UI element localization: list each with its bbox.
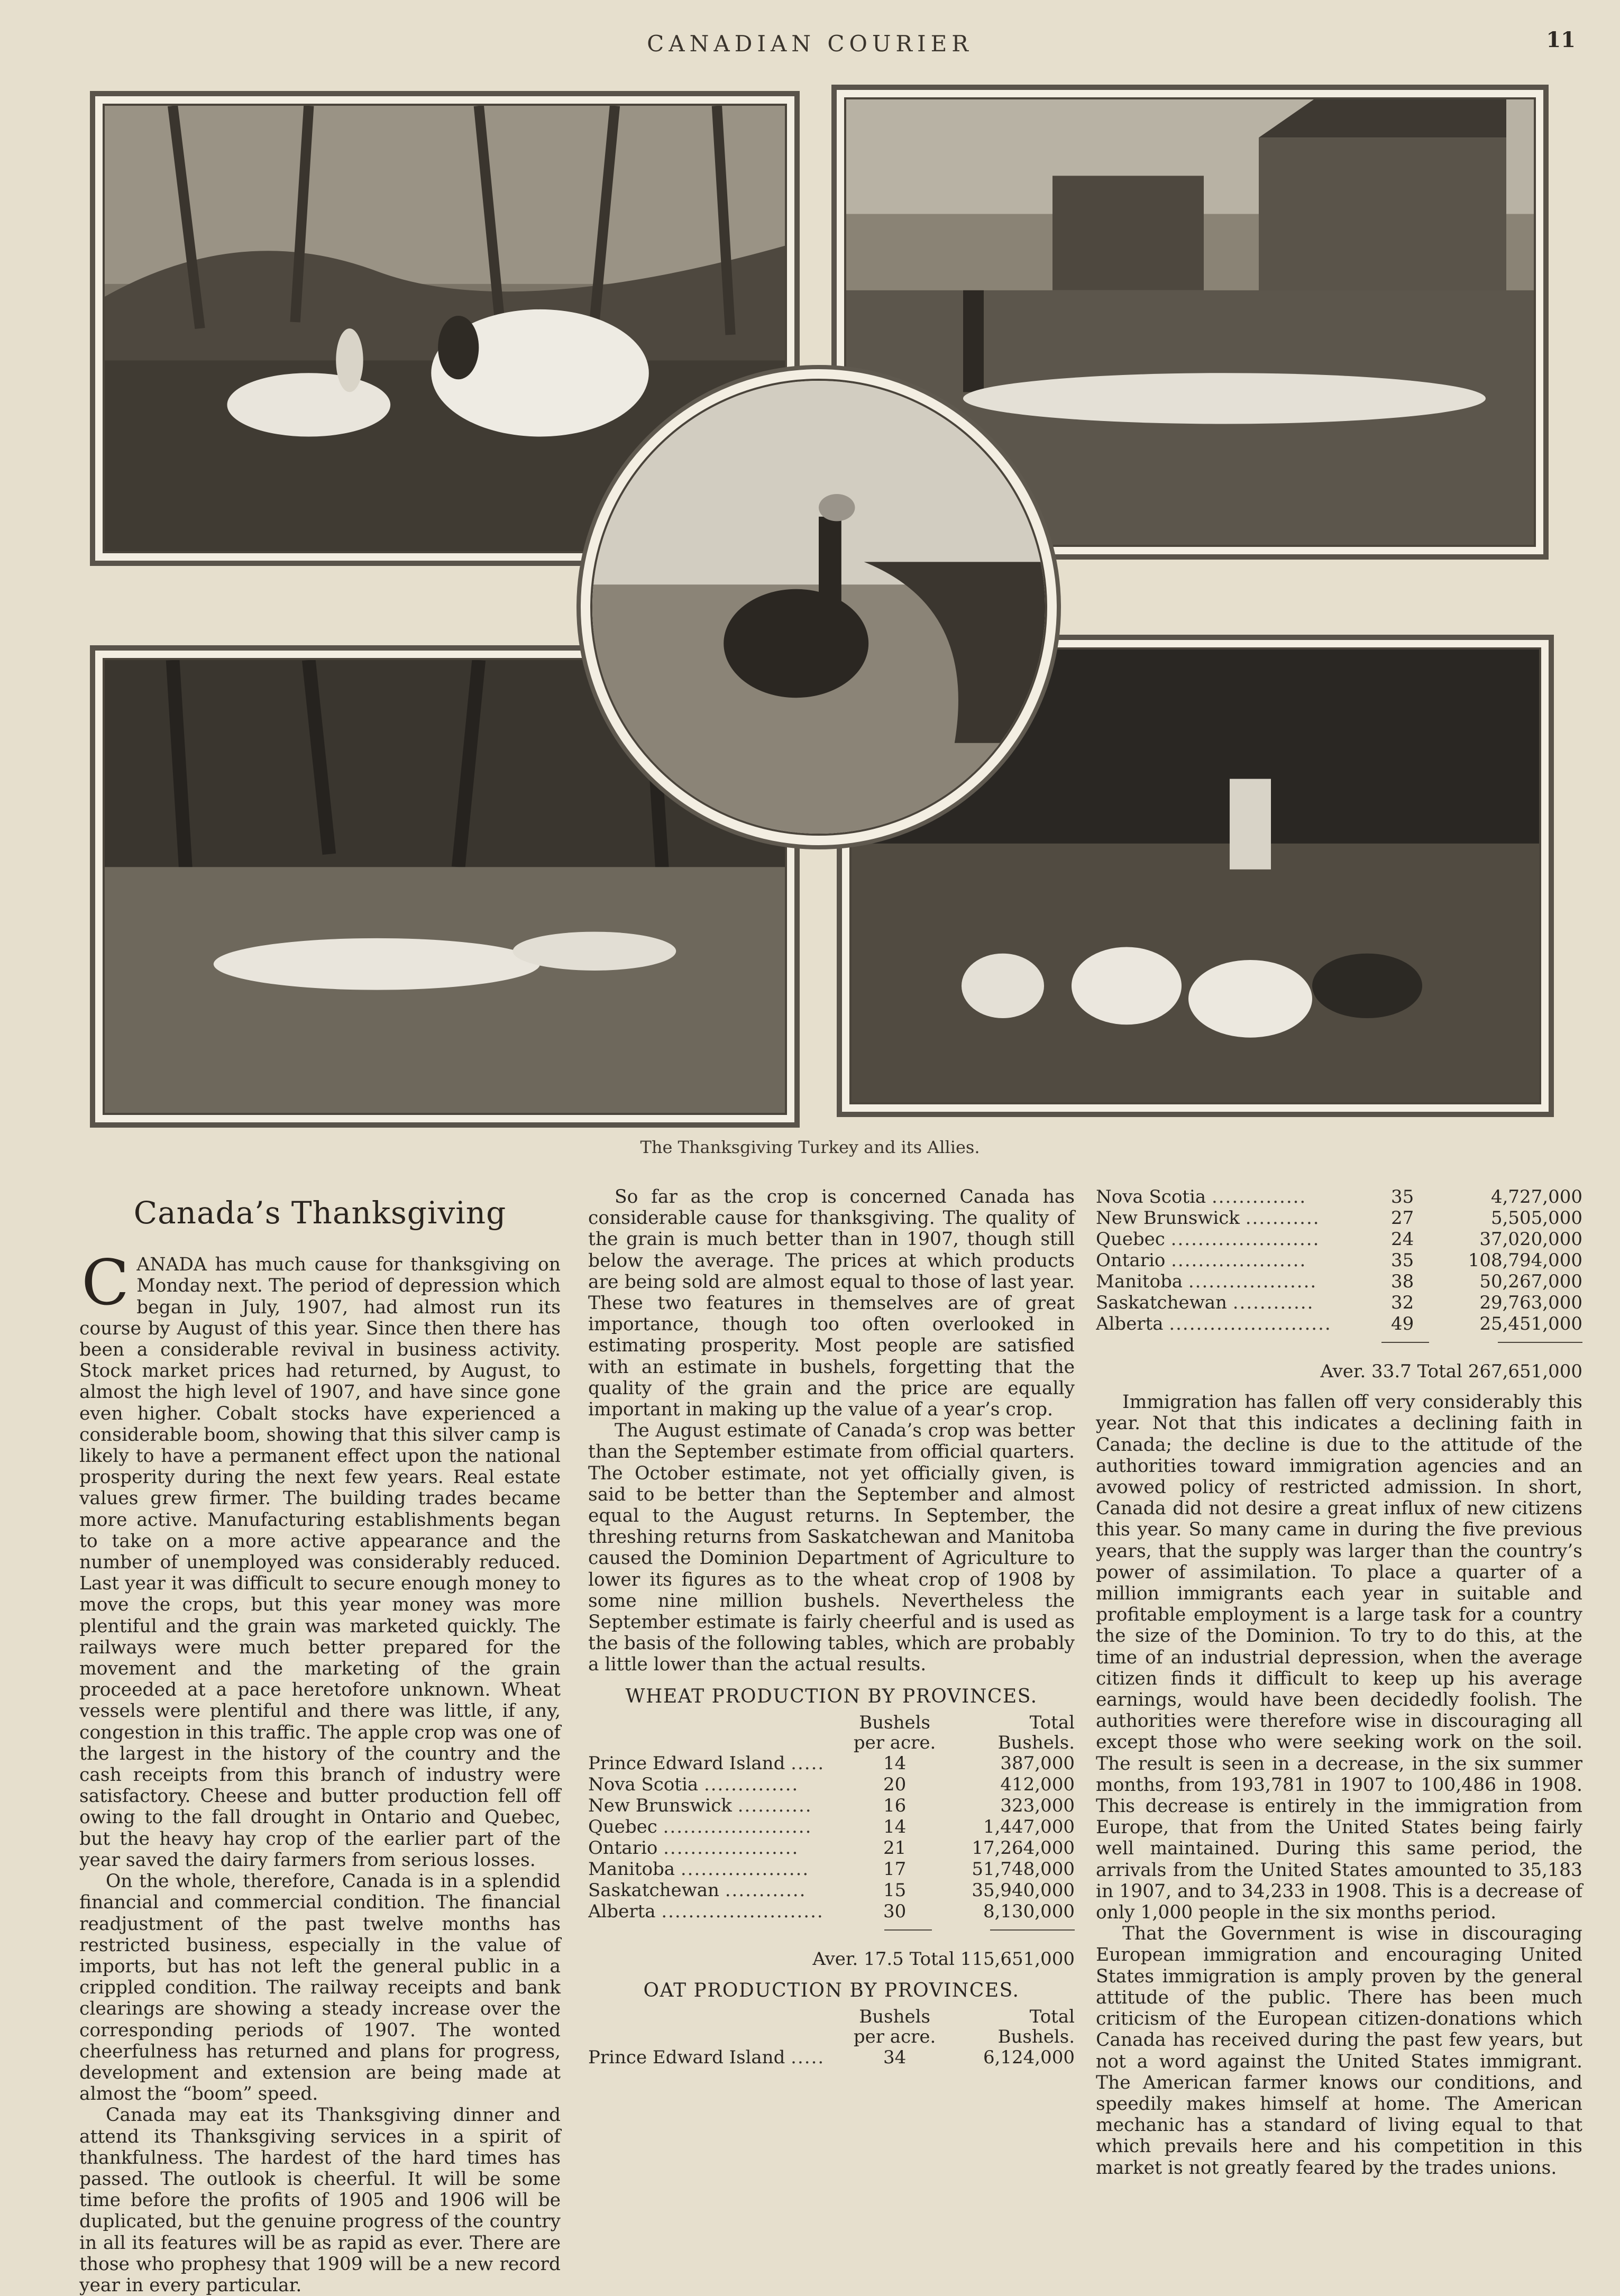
bushels-per-acre: 49 (1390, 1313, 1414, 1334)
total-bushels: 35,940,000 (972, 1879, 1075, 1901)
total-bushels: 8,130,000 (983, 1900, 1075, 1922)
table-row (1096, 1229, 1582, 1250)
table-row (588, 1816, 1075, 1837)
table-row (1096, 1292, 1582, 1313)
paragraph-3: Canada may eat its Thanksgiving dinner and attend its Thanksgiving services in a spirit of thankfulness. The hardest of the hard times has passed. The outlook is cheerful. It will be some time before the profits of 1905 and 1906 will be duplicated, but the genuine progress of the country in all its features will be as rapid as ever. There are those who prophesy that 1909 will be a new record year in every particular. (79, 2105, 561, 2296)
dot-leaders: ........................ (661, 1900, 824, 1922)
province-name: Prince Edward Island (588, 1752, 785, 1774)
article-title: Canada’s Thanksgiving (133, 1195, 507, 1231)
oat-sum-rules (1096, 1334, 1582, 1349)
column-1 (79, 1187, 561, 2296)
dropcap: C (81, 1246, 130, 1320)
dot-leaders: ............ (725, 1879, 807, 1901)
bushels-per-acre: 32 (1390, 1292, 1414, 1313)
paragraph-7: That the Government is wise in discouraging European immigration and encouraging United States immigration is amply proven by the general attitude of the public. There has been much criticism of the European citizen-donations which Canada has received during the past few years, but not a word against the United States immigrant. The American farmer knows our conditions, and speedily makes himself at home. The American mechanic has a standard of living equal to that which prevails here and his competition in this market is not greatly feared by the trades unions. (1096, 1923, 1582, 2179)
paragraph-1 (79, 1246, 561, 1871)
bushels-per-acre: 21 (883, 1837, 907, 1859)
paragraph-4: So far as the crop is concerned Canada has considerable cause for thanksgiving. The quality of the grain is much better than in 1907, though still below the average. The prices at which products are being sold are almost equal to those of last year. These two features in themselves are of great importance, though too often overlooked in estimating prosperity. Most people are satisfied with an estimate in bushels, forgetting that the quality of the grain and the price are equally important in making up the value of a year’s crop. (588, 1186, 1075, 1421)
dot-leaders: ........... (1245, 1208, 1320, 1229)
table-row (588, 1795, 1075, 1816)
province-name: Saskatchewan (588, 1879, 719, 1901)
province-name: Alberta (1096, 1313, 1164, 1334)
oat-head-bushels-1: Bushels (859, 2006, 930, 2028)
wheat-table-title: WHEAT PRODUCTION BY PROVINCES. (625, 1685, 1038, 1707)
bushels-per-acre: 35 (1390, 1250, 1414, 1271)
bushels-per-acre: 34 (883, 2047, 907, 2069)
total-bushels: 412,000 (1000, 1773, 1075, 1795)
province-name: Ontario (588, 1837, 658, 1859)
dot-leaders: .............. (1211, 1186, 1307, 1208)
total-bushels: 323,000 (1000, 1795, 1075, 1816)
wheat-head-total-2: Bushels. (997, 1732, 1075, 1753)
paragraph-6: Immigration has fallen off very considerably this year. Not that this indicates a declining faith in Canada; the decline is due to the attitude of the authorities toward immigration agencies and an avowed policy of restricted admission. In short, Canada did not desire a great influx of new citizens this year. So many came in during the five previous years, that the supply was larger than the country’s power of assimilation. To place a quarter of a million immigrants each year in suitable and profitable employment is a large task for a country the size of the Dominion. To try to do this, at the time of an industrial depression, when the average citizen finds it difficult to keep up his average earnings, would have been decidedly foolish. The authorities were therefore wise in discouraging all except those who were seeking work on the soil. The result is seen in a decrease, in the six summer months, from 193,781 in 1907 to 100,486 in 1908. This decrease is entirely in the immigration from Europe, that from the United States being fairly well maintained. During this same period, the arrivals from the United States amounted to 35,183 in 1907, and to 34,233 in 1908. This is a decrease of only 1,000 people in the six months period. (1096, 1392, 1582, 1924)
province-name: Nova Scotia (1096, 1186, 1206, 1208)
bushels-per-acre: 38 (1390, 1271, 1414, 1292)
paragraph-2: On the whole, therefore, Canada is in a splendid financial and commercial condition. The financial readjustment of the past twelve months has restricted business, especially in the value of imports, but has not left the general public in a crippled condition. The railway receipts and bank clearings are showing a steady increase over the corresponding periods of 1907. The wonted cheerfulness has returned and plans for progress, development and extension are being made at almost the “boom” speed. (79, 1871, 561, 2105)
total-bushels: 17,264,000 (972, 1837, 1075, 1859)
total-bushels: 108,794,000 (1468, 1250, 1582, 1271)
oat-head-bushels-2: per acre. (853, 2026, 936, 2048)
oat-table-title: OAT PRODUCTION BY PROVINCES. (643, 1980, 1020, 2002)
total-bushels: 51,748,000 (972, 1858, 1075, 1880)
province-name: New Brunswick (588, 1795, 732, 1816)
header-title: CANADIAN COURIER (647, 31, 973, 57)
province-name: Nova Scotia (588, 1773, 699, 1795)
column-2 (588, 1186, 1075, 2068)
table-row (588, 1837, 1075, 1859)
bushels-per-acre: 35 (1390, 1186, 1414, 1208)
wheat-head-bushels-1: Bushels (859, 1712, 930, 1733)
wild-turkey-image (592, 381, 1045, 834)
dot-leaders: .............. (703, 1773, 799, 1795)
table-row (588, 1859, 1075, 1880)
page-number: 11 (1546, 28, 1576, 52)
wheat-head-total-1: Total (1029, 1712, 1075, 1733)
total-bushels: 4,727,000 (1490, 1186, 1582, 1208)
total-bushels: 387,000 (1000, 1752, 1075, 1774)
dot-leaders: ..... (791, 2047, 825, 2069)
table-row (588, 1880, 1075, 1901)
dot-leaders: ..... (791, 1752, 825, 1774)
dot-leaders: ............ (1232, 1292, 1314, 1313)
total-bushels: 37,020,000 (1479, 1229, 1582, 1250)
province-name: Prince Edward Island (588, 2047, 785, 2069)
bushels-per-acre: 24 (1390, 1229, 1414, 1250)
table-row (588, 2047, 1075, 2068)
total-bushels: 6,124,000 (983, 2047, 1075, 2069)
paragraph-5: The August estimate of Canada’s crop was better than the September estimate from official quarters. The October estimate, not yet officially given, is said to be better than the September and almost equal to the August returns. In September, the threshing returns from Saskatchewan and Manitoba caused the Dominion Department of Agriculture to lower its figures as to the wheat crop of 1908 by some nine million bushels. Nevertheless the September estimate is fairly cheerful and is used as the basis of the following tables, which are probably a little lower than the actual results. (588, 1420, 1075, 1676)
table-row (1096, 1208, 1582, 1229)
wheat-head-bushels-2: per acre. (853, 1732, 936, 1753)
dot-leaders: ...................... (663, 1816, 812, 1837)
oat-head-total-2: Bushels. (997, 2026, 1075, 2048)
photo-wild-turkey (576, 365, 1061, 849)
province-name: Saskatchewan (1096, 1292, 1227, 1313)
bushels-per-acre: 17 (883, 1858, 907, 1880)
table-row (1096, 1186, 1582, 1208)
table-row (1096, 1250, 1582, 1271)
province-name: Manitoba (1096, 1271, 1183, 1292)
bushels-per-acre: 14 (883, 1752, 907, 1774)
wheat-sum-rules (588, 1922, 1075, 1937)
dot-leaders: ................... (680, 1858, 810, 1880)
table-row (1096, 1313, 1582, 1334)
bushels-per-acre: 30 (883, 1900, 907, 1922)
bushels-per-acre: 15 (883, 1879, 907, 1901)
oat-production-table-part-2 (1096, 1186, 1582, 1334)
oat-head-total-1: Total (1029, 2006, 1075, 2028)
dot-leaders: ................... (1188, 1271, 1317, 1292)
bushels-per-acre: 14 (883, 1816, 907, 1837)
bushels-per-acre: 16 (883, 1795, 907, 1816)
wheat-production-table (588, 1713, 1075, 1922)
total-bushels: 29,763,000 (1479, 1292, 1582, 1313)
bushels-per-acre: 27 (1390, 1208, 1414, 1229)
oat-production-table-part-1 (588, 2007, 1075, 2068)
table-row (588, 1901, 1075, 1922)
total-bushels: 5,505,000 (1490, 1208, 1582, 1229)
dot-leaders: .................... (1171, 1250, 1307, 1271)
paragraph-1-text: ANADA has much cause for thanksgiving on Monday next. The period of depression which began in July, 1907, had almost run its course by August of this year. Since then there has been a considerable revival in business activity. Stock market prices had returned, by August, to almost the high level of 1907, and have since gone even higher. Cobalt stocks have experienced a considerable boom, showing that this silver camp is likely to have a permanent effect upon the national prosperity during the next few years. Real estate values grew firmer. The building trades became more active. Manufacturing establishments began to take on a more active appearance and the number of unemployed was considerably reduced. Last year it was difficult to secure enough money to move the crops, but this year money was more plentiful and the grain was marketed quickly. The railways were much better prepared for the movement and the marketing of the grain proceeded at a pace heretofore unknown. Wheat vessels were plentiful and there was little, if any, congestion in this traffic. The apple crop was one of the largest in the history of the country and the cash receipts from this branch of industry were satisfactory. Cheese and butter production fell off owing to the fall drought in Ontario and Quebec, but the heavy hay crop of the earlier part of the year saved the dairy farmers from serious losses. (79, 1254, 561, 1871)
dot-leaders: ...................... (1170, 1229, 1320, 1250)
total-bushels: 25,451,000 (1479, 1313, 1582, 1334)
province-name: Alberta (588, 1900, 656, 1922)
total-bushels: 1,447,000 (983, 1816, 1075, 1837)
wheat-average: Aver. 17.5 Total 115,651,000 (812, 1948, 1075, 1970)
column-3 (1096, 1186, 1582, 2179)
province-name: New Brunswick (1096, 1208, 1240, 1229)
dot-leaders: .................... (663, 1837, 799, 1859)
oat-average: Aver. 33.7 Total 267,651,000 (1320, 1361, 1582, 1382)
table-row (588, 1774, 1075, 1795)
table-row (588, 1753, 1075, 1774)
province-name: Quebec (1096, 1229, 1165, 1250)
bushels-per-acre: 20 (883, 1773, 907, 1795)
province-name: Ontario (1096, 1250, 1166, 1271)
dot-leaders: ........... (737, 1795, 812, 1816)
province-name: Quebec (588, 1816, 657, 1837)
total-bushels: 50,267,000 (1479, 1271, 1582, 1292)
dot-leaders: ........................ (1169, 1313, 1332, 1334)
table-row (1096, 1271, 1582, 1292)
photo-caption: The Thanksgiving Turkey and its Allies. (640, 1137, 980, 1157)
province-name: Manitoba (588, 1858, 675, 1880)
